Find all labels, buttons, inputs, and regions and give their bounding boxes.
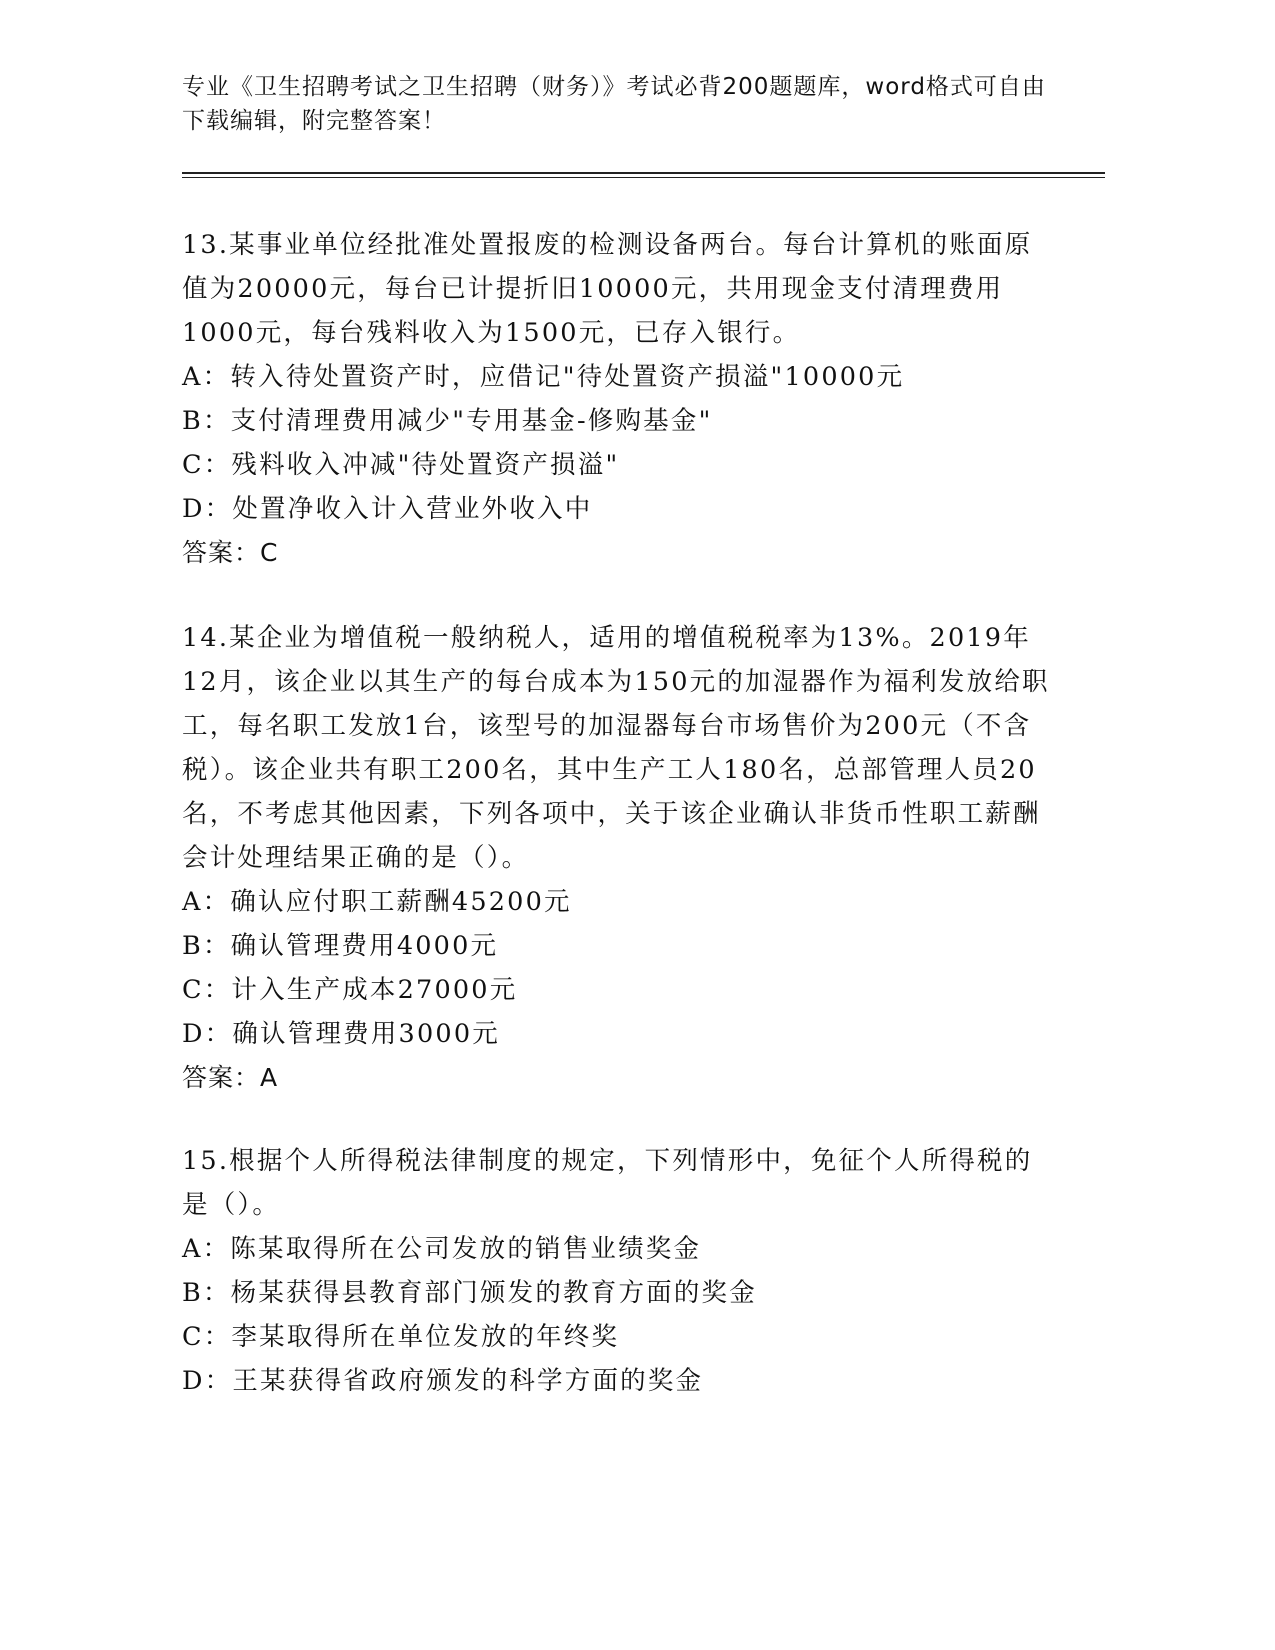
question-stem: 14.某企业为增值税一般纳税人，适用的增值税税率为13%。2019年12月，该企业以其生产的每台成本为150元的加湿器作为福利发放给职工，每名职工发放1台，该型号的加湿器每台市场售价为200元（不含税）。该企业共有职工200名，其中生产工人180名，总部管理人员20名，不考虑其他因素，下列各项中，关于该企业确认非货币性职工薪酬会计处理结果正确的是（）。 — [182, 623, 1050, 873]
header-rule-thick — [182, 172, 1105, 174]
option-d: D：王某获得省政府颁发的科学方面的奖金 — [182, 1366, 704, 1396]
option-a: A：陈某取得所在公司发放的销售业绩奖金 — [182, 1234, 702, 1264]
option-c: C：残料收入冲减"待处置资产损溢" — [182, 450, 620, 480]
option-b: B：杨某获得县教育部门颁发的教育方面的奖金 — [182, 1278, 757, 1308]
option-a: A：确认应付职工薪酬45200元 — [182, 887, 572, 917]
option-d: D：处置净收入计入营业外收入中 — [182, 494, 593, 524]
document-header: 专业《卫生招聘考试之卫生招聘（财务）》考试必背200题题库，word格式可自由下载编辑，附完整答案！ — [182, 74, 1046, 134]
question-stem: 13.某事业单位经批准处置报废的检测设备两台。每台计算机的账面原值为20000元，每台已计提折旧10000元，共用现金支付清理费用1000元，每台残料收入为1500元，已存入银行。 — [182, 230, 1033, 348]
answer-line: 答案：A — [182, 1063, 279, 1092]
option-b: B：支付清理费用减少"专用基金-修购基金" — [182, 406, 713, 436]
option-a: A：转入待处置资产时，应借记"待处置资产损溢"10000元 — [182, 362, 905, 392]
question-stem: 15.根据个人所得税法律制度的规定，下列情形中，免征个人所得税的是（）。 — [182, 1146, 1033, 1220]
option-d: D：确认管理费用3000元 — [182, 1019, 500, 1049]
question-15 — [182, 1139, 1052, 1403]
header-rule-thin — [182, 177, 1105, 178]
option-b: B：确认管理费用4000元 — [182, 931, 499, 961]
question-14 — [182, 616, 1052, 1100]
answer-line: 答案：C — [182, 538, 279, 567]
option-c: C：计入生产成本27000元 — [182, 975, 518, 1005]
option-c: C：李某取得所在单位发放的年终奖 — [182, 1322, 620, 1352]
question-13 — [182, 223, 1052, 575]
